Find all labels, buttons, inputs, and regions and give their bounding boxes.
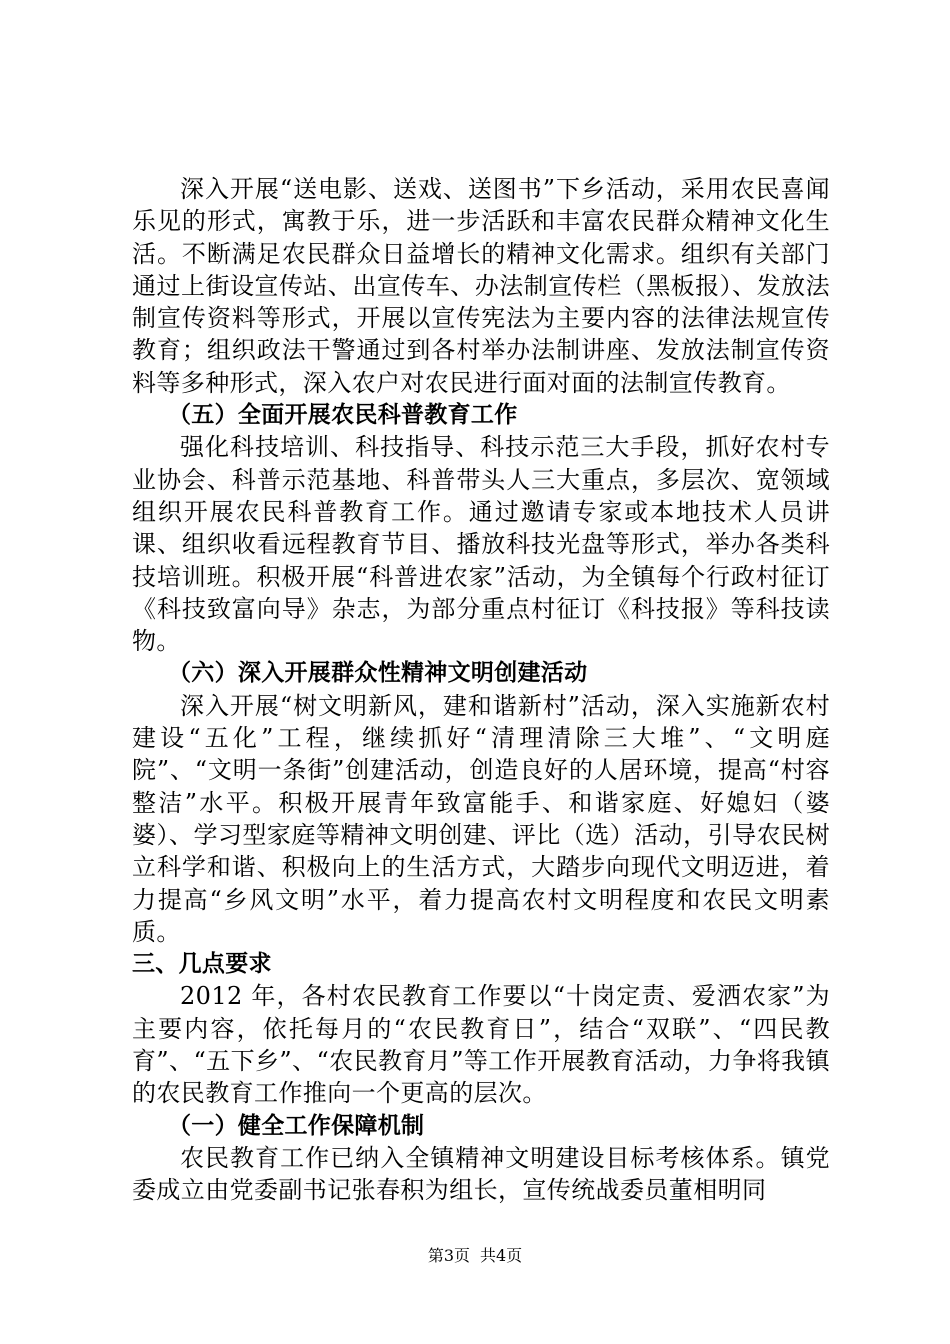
section-heading-requirements: 三、几点要求 — [132, 951, 272, 978]
paragraph-science-education: 强化科技培训、科技指导、科技示范三大手段，抓好农村专业协会、科普示范基地、科普带头人三大重点，多层次、宽领域组织开展农民科普教育工作。通过邀请专家或本地技术人员讲课、组织收看远程教育节目、播放科技光盘等形式，举办各类科技培训班。积极开展“科普进农家”活动，为全镇每个行政村征订《科技致富向导》杂志，为部分重点村征订《科技报》等科技读物。 — [132, 433, 830, 656]
document-body — [132, 173, 830, 1207]
paragraph-cultural-activities: 深入开展“送电影、送戏、送图书”下乡活动，采用农民喜闻乐见的形式，寓教于乐，进一步活跃和丰富农民群众精神文化生活。不断满足农民群众日益增长的精神文化需求。组织有关部门通过上街设宣传站、出宣传车、办法制宣传栏（黑板报）、发放法制宣传资料等形式，开展以宣传宪法为主要内容的法律法规宣传教育；组织政法干警通过到各村举办法制讲座、发放法制宣传资料等多种形式，深入农户对农民进行面对面的法制宣传教育。 — [132, 175, 830, 397]
section-heading-work-guarantee: （一）健全工作保障机制 — [168, 1112, 425, 1139]
page-total: 共4页 — [480, 1246, 523, 1265]
paragraph-work-guarantee: 农民教育工作已纳入全镇精神文明建设目标考核体系。镇党委成立由党委副书记张春积为组长，宣传统战委员董相明同 — [132, 1143, 830, 1205]
paragraph-civilization-activities: 深入开展“树文明新风，建和谐新村”活动，深入实施新农村建设“五化”工程，继续抓好“清理清除三大堆”、“文明庭院”、“文明一条街”创建活动，创造良好的人居环境，提高“村容整洁”水平。积极开展青年致富能手、和谐家庭、好媳妇（婆婆）、学习型家庭等精神文明创建、评比（选）活动，引导农民树立科学和谐、积极向上的生活方式，大踏步向现代文明迈进，着力提高“乡风文明”水平，着力提高农村文明程度和农民文明素质。 — [132, 691, 830, 946]
page-footer — [0, 1246, 950, 1266]
section-heading-science-education: （五）全面开展农民科普教育工作 — [168, 402, 518, 429]
section-heading-civilization-activities: （六）深入开展群众性精神文明创建活动 — [168, 660, 588, 687]
page-number: 第3页 — [427, 1246, 470, 1265]
paragraph-requirements: 2012 年，各村农民教育工作要以“十岗定责、爱洒农家”为主要内容，依托每月的“农民教育日”，结合“双联”、“四民教育”、“五下乡”、“农民教育月”等工作开展教育活动，力争将我镇的农民教育工作推向一个更高的层次。 — [132, 982, 830, 1108]
